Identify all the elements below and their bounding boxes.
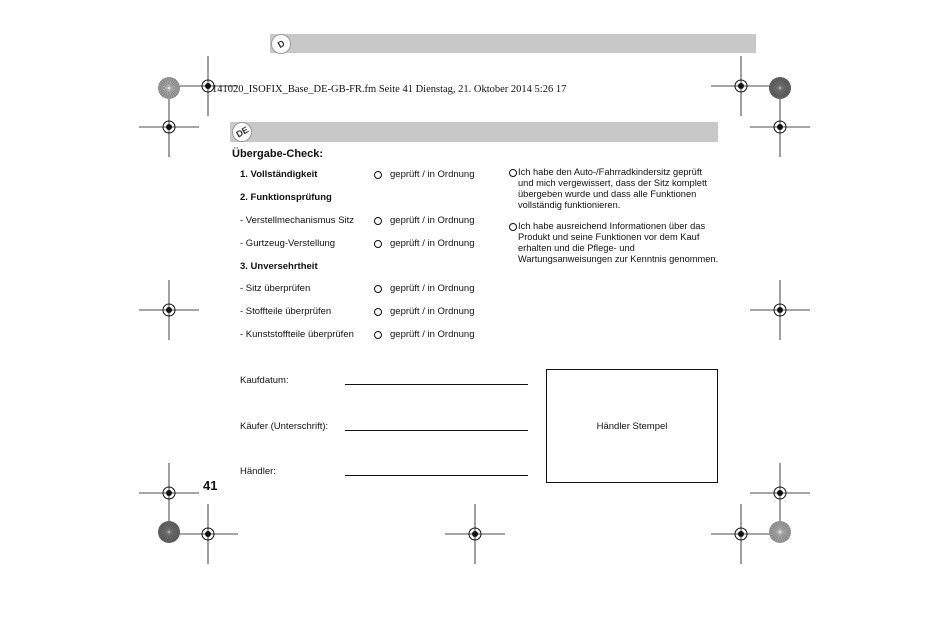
signature-line[interactable]	[345, 475, 528, 476]
checklist-item-label: - Sitz überprüfen	[240, 283, 311, 294]
header-bar-section	[230, 122, 718, 142]
checklist-option-label: geprüft / in Ordnung	[390, 238, 475, 249]
color-target-icon	[768, 76, 792, 100]
registration-mark-icon	[711, 504, 771, 564]
color-target-icon	[157, 76, 181, 100]
checklist-item-label: - Gurtzeug-Verstellung	[240, 238, 336, 249]
registration-mark-icon	[750, 280, 810, 340]
confirmation-item[interactable]	[509, 221, 719, 265]
language-badge-section	[232, 122, 252, 142]
checkbox-circle[interactable]	[374, 331, 382, 339]
checklist-item-label: 3. Unversehrtheit	[240, 261, 318, 272]
checkbox-circle[interactable]	[374, 171, 382, 179]
section-title: Übergabe-Check:	[232, 148, 324, 160]
checklist-item-label: - Kunststoffteile überprüfen	[240, 329, 354, 340]
color-target-icon	[157, 520, 181, 544]
print-header-line: 141020_ISOFIX_Base_DE-GB-FR.fm Seite 41 Dienstag, 21. Oktober 2014 5:26 17	[212, 84, 567, 95]
language-badge-top-label: D	[275, 38, 287, 50]
checkbox-circle[interactable]	[374, 308, 382, 316]
language-badge-section-label: DE	[234, 124, 250, 140]
signature-line[interactable]	[345, 384, 528, 385]
confirmation-item[interactable]	[509, 167, 719, 211]
checklist-option-label: geprüft / in Ordnung	[390, 306, 475, 317]
checklist-item-label: - Stoffteile überprüfen	[240, 306, 332, 317]
checklist-item-label: - Verstellmechanismus Sitz	[240, 215, 355, 226]
checkbox-circle[interactable]	[509, 223, 517, 231]
checkbox-circle[interactable]	[374, 285, 382, 293]
field-label: Käufer (Unterschrift):	[240, 421, 329, 432]
registration-mark-icon	[178, 504, 238, 564]
dealer-stamp-label: Händler Stempel	[596, 420, 668, 432]
checklist-option-label: geprüft / in Ordnung	[390, 329, 475, 340]
page-number: 41	[203, 478, 218, 493]
dealer-stamp-box	[546, 369, 718, 483]
checklist-item-label: 2. Funktionsprüfung	[240, 192, 332, 203]
registration-mark-icon	[445, 504, 505, 564]
checklist-option-label: geprüft / in Ordnung	[390, 215, 475, 226]
field-label: Kaufdatum:	[240, 375, 289, 386]
checkbox-circle[interactable]	[509, 169, 517, 177]
checklist-item-label: 1. Vollständigkeit	[240, 169, 318, 180]
checklist-option[interactable]	[374, 215, 475, 226]
checkbox-circle[interactable]	[374, 217, 382, 225]
checklist-option[interactable]	[374, 306, 475, 317]
checklist-option[interactable]	[374, 169, 475, 180]
registration-mark-icon	[139, 280, 199, 340]
registration-mark-icon	[750, 97, 810, 157]
confirmation-text: Ich habe ausreichend Informationen über das Produkt und seine Funktionen vor dem Kauf erhalten und die Pflege- und Wartungsanweisungen zur Kenntnis genommen.	[518, 221, 719, 264]
confirmation-text: Ich habe den Auto-/Fahrradkindersitz geprüft und mich vergewissert, dass der Sitz komplett übergeben wurde und dass alle Funktionen vollständig funktionieren.	[518, 167, 708, 210]
header-bar-top	[270, 34, 756, 53]
checklist-option-label: geprüft / in Ordnung	[390, 169, 475, 180]
language-badge-top	[271, 34, 291, 54]
checkbox-circle[interactable]	[374, 240, 382, 248]
checklist-option[interactable]	[374, 329, 475, 340]
checklist-option[interactable]	[374, 283, 475, 294]
field-label: Händler:	[240, 466, 276, 477]
color-target-icon	[768, 520, 792, 544]
checklist-option-label: geprüft / in Ordnung	[390, 283, 475, 294]
checklist-option[interactable]	[374, 238, 475, 249]
signature-line[interactable]	[345, 430, 528, 431]
registration-mark-icon	[139, 97, 199, 157]
